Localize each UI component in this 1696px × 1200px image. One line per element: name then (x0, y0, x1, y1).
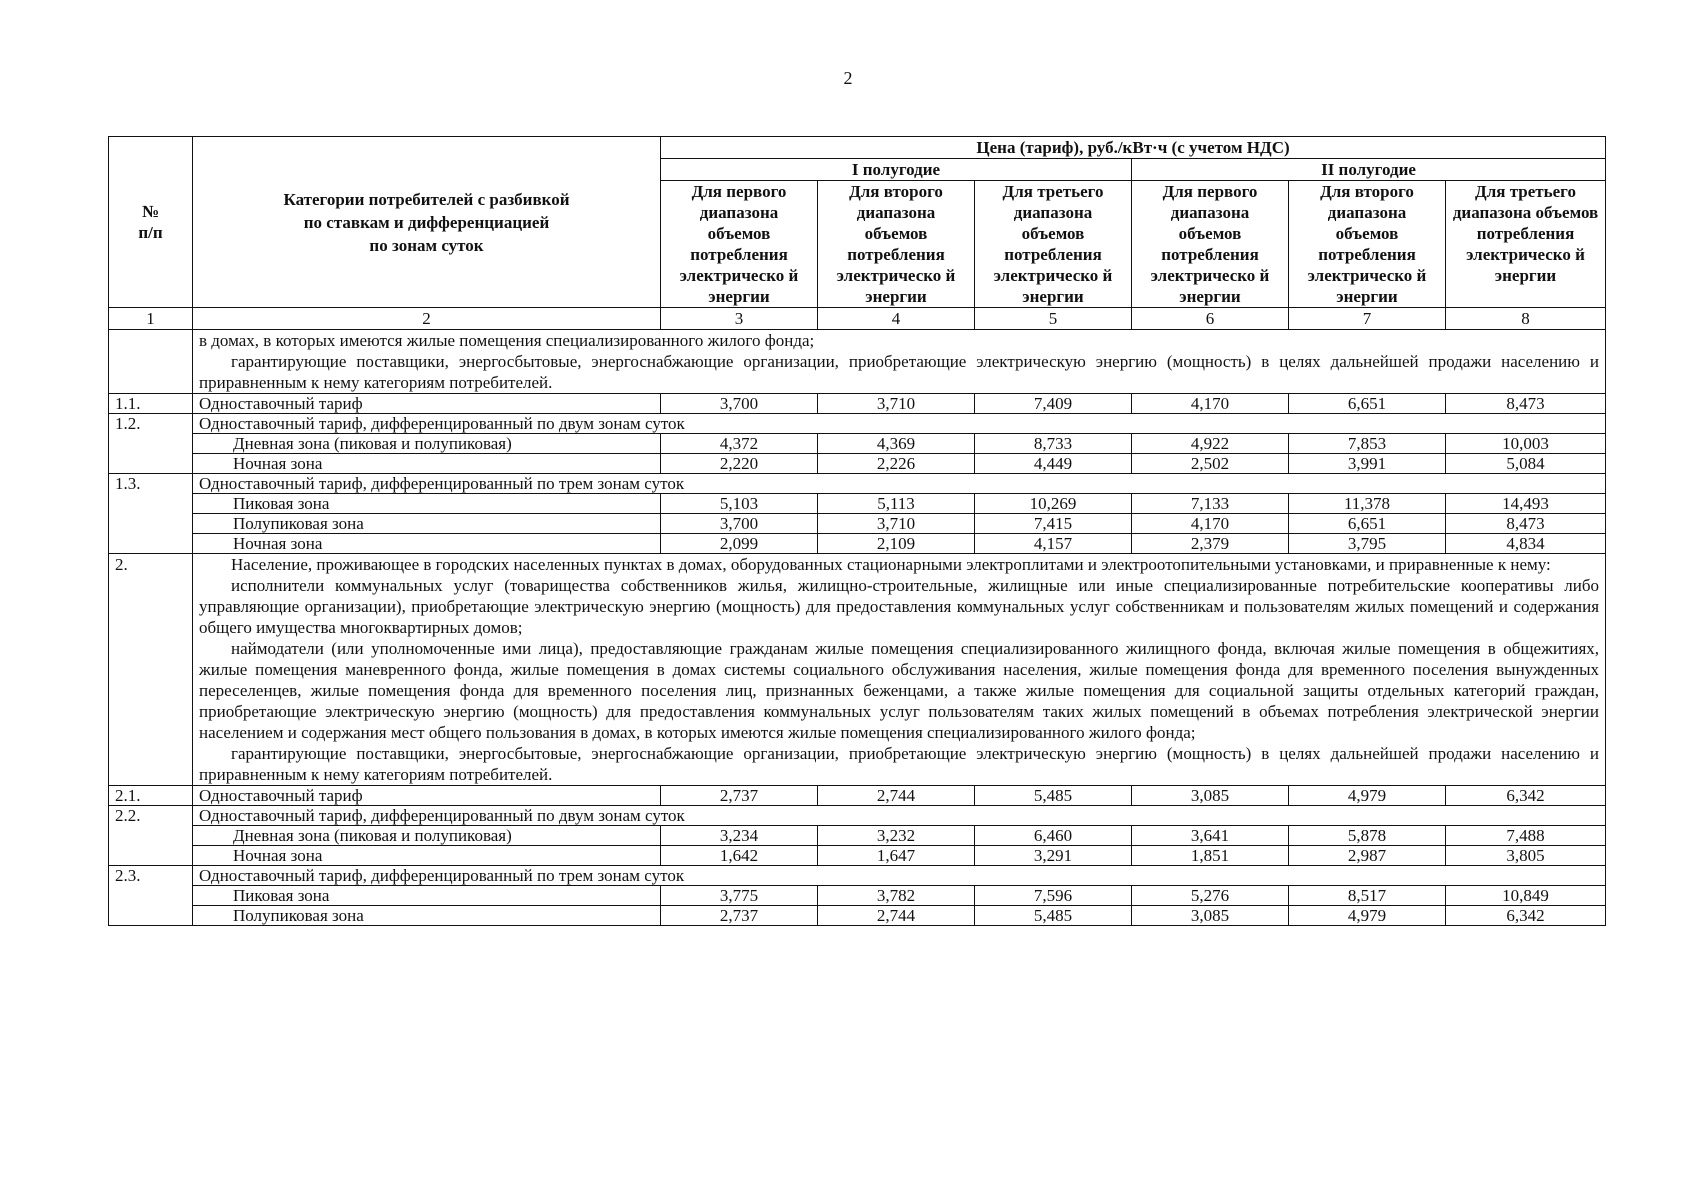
column-number: 4 (818, 308, 975, 330)
row-index: 1.3. (109, 474, 193, 554)
range-header-2: Для второго диапазона объемов потребления электрическо й энергии (818, 181, 975, 308)
section-2-paragraph: Население, проживающее в городских населенных пунктах в домах, оборудованных стационарными электроплитами и электроотопительными установками, и приравненные к нему: (231, 555, 1551, 574)
tariff-value: 4,170 (1132, 394, 1289, 414)
range-header-3: Для третьего диапазона объемов потребления электрическо й энергии (975, 181, 1132, 308)
col-category-header: Категории потребителей с разбивкой по ставкам и дифференциацией по зонам суток (193, 137, 661, 308)
half-year-2: II полугодие (1132, 159, 1606, 181)
tariff-value: 2,109 (818, 534, 975, 554)
row-index: 1.2. (109, 414, 193, 474)
row-index: 2.3. (109, 866, 193, 926)
tariff-value: 3,700 (661, 514, 818, 534)
row-label: Одноставочный тариф, дифференцированный по двум зонам суток (193, 806, 1606, 826)
column-number: 2 (193, 308, 661, 330)
intro-block (193, 330, 1606, 394)
tariff-value: 3,641 (1132, 826, 1289, 846)
column-number: 1 (109, 308, 193, 330)
tariff-value: 6,651 (1289, 394, 1446, 414)
column-number: 5 (975, 308, 1132, 330)
tariff-value: 6,651 (1289, 514, 1446, 534)
tariff-value: 3,710 (818, 394, 975, 414)
row-label: Полупиковая зона (193, 906, 661, 926)
column-number: 6 (1132, 308, 1289, 330)
row-label: Одноставочный тариф, дифференцированный по трем зонам суток (193, 866, 1606, 886)
tariff-value: 4,372 (661, 434, 818, 454)
section-2-paragraph: исполнители коммунальных услуг (товарищества собственников жилья, жилищно-строительные, жилищные или иные специализированные потребительские кооперативы либо управляющие организации), приобретающие электрическую энергию (мощность) для предоставления коммунальных услуг собственникам и пользователям жилых помещений и содержания общего имущества многоквартирных домов; (199, 576, 1600, 637)
tariff-value: 14,493 (1446, 494, 1606, 514)
tariff-value: 7,853 (1289, 434, 1446, 454)
tariff-value: 3,085 (1132, 906, 1289, 926)
tariff-value: 4,369 (818, 434, 975, 454)
range-header-5: Для второго диапазона объемов потребления электрическо й энергии (1289, 181, 1446, 308)
tariff-value: 8,517 (1289, 886, 1446, 906)
tariff-value: 2,987 (1289, 846, 1446, 866)
row-label: Ночная зона (193, 454, 661, 474)
tariff-value: 7,415 (975, 514, 1132, 534)
tariff-value: 4,170 (1132, 514, 1289, 534)
row-label: Дневная зона (пиковая и полупиковая) (193, 826, 661, 846)
tariff-value: 2,502 (1132, 454, 1289, 474)
row-label: Ночная зона (193, 534, 661, 554)
section-2-paragraph: наймодатели (или уполномоченные ими лица), предоставляющие гражданам жилые помещения специализированного жилищного фонда, включая жилые помещения в общежитиях, жилые помещения маневренного фонда, жилые помещения в домах системы социального обслуживания населения, жилые помещения фонда для временного поселения вынужденных переселенцев, жилые помещения фонда для временного поселения лиц, признанных беженцами, а также жилые помещения для социальной защиты отдельных категорий граждан, приобретающие электрическую энергию (мощность) для предоставления коммунальных услуг пользователям таких жилых помещений в объемах потребления электрической энергии населением и содержания мест общего пользования в домах, в которых имеются жилые помещения специализированного жилого фонда; (199, 639, 1600, 742)
tariff-value: 10,003 (1446, 434, 1606, 454)
tariff-value: 4,979 (1289, 786, 1446, 806)
table-row (109, 806, 1606, 826)
tariff-value: 5,878 (1289, 826, 1446, 846)
table-row (109, 534, 1606, 554)
tariff-value: 6,342 (1446, 906, 1606, 926)
tariff-value: 3,805 (1446, 846, 1606, 866)
table-row (109, 846, 1606, 866)
row-label: Пиковая зона (193, 886, 661, 906)
table-row (109, 514, 1606, 534)
tariff-value: 7,488 (1446, 826, 1606, 846)
tariff-value: 7,596 (975, 886, 1132, 906)
row-label: Пиковая зона (193, 494, 661, 514)
tariff-value: 8,733 (975, 434, 1132, 454)
price-title: Цена (тариф), руб./кВт·ч (с учетом НДС) (661, 137, 1606, 159)
table-row (109, 454, 1606, 474)
tariff-value: 2,737 (661, 906, 818, 926)
tariff-value: 7,409 (975, 394, 1132, 414)
section-2-text (193, 554, 1606, 786)
tariff-value: 11,378 (1289, 494, 1446, 514)
tariff-value: 4,979 (1289, 906, 1446, 926)
table-row (109, 394, 1606, 414)
row-index: 1.1. (109, 394, 193, 414)
section-2-paragraph: гарантирующие поставщики, энергосбытовые, энергоснабжающие организации, приобретающие электрическую энергию (мощность) в целях дальнейшей продажи населению и приравненным к нему категориям потребителей. (199, 744, 1600, 784)
tariff-value: 3,782 (818, 886, 975, 906)
tariff-value: 2,379 (1132, 534, 1289, 554)
tariff-value: 5,103 (661, 494, 818, 514)
tariff-value: 6,342 (1446, 786, 1606, 806)
tariff-value: 10,269 (975, 494, 1132, 514)
tariff-value: 7,133 (1132, 494, 1289, 514)
table-row (109, 906, 1606, 926)
tariff-value: 3,232 (818, 826, 975, 846)
row-label: Одноставочный тариф, дифференцированный по трем зонам суток (193, 474, 1606, 494)
table-row (109, 786, 1606, 806)
range-header-6: Для третьего диапазона объемов потребления электрическо й энергии (1446, 181, 1606, 308)
tariff-value: 4,449 (975, 454, 1132, 474)
row-label: Ночная зона (193, 846, 661, 866)
tariff-value: 3,291 (975, 846, 1132, 866)
header-row-1 (109, 137, 1606, 159)
tariff-value: 5,084 (1446, 454, 1606, 474)
column-number: 3 (661, 308, 818, 330)
tariff-value: 2,099 (661, 534, 818, 554)
page-number: 2 (843, 68, 853, 88)
row-label: Одноставочный тариф (193, 394, 661, 414)
row-index: 2.2. (109, 806, 193, 866)
tariff-value: 3,085 (1132, 786, 1289, 806)
tariff-value: 3,710 (818, 514, 975, 534)
tariff-value: 8,473 (1446, 394, 1606, 414)
tariff-value: 2,744 (818, 786, 975, 806)
tariff-value: 4,157 (975, 534, 1132, 554)
half-year-1: I полугодие (661, 159, 1132, 181)
table-row (109, 434, 1606, 454)
tariff-value: 10,849 (1446, 886, 1606, 906)
intro-line-1: в домах, в которых имеются жилые помещения специализированного жилого фонда; (199, 331, 815, 350)
range-header-1: Для первого диапазона объемов потребления электрическо й энергии (661, 181, 818, 308)
tariff-table (108, 136, 1606, 926)
tariff-value: 3,234 (661, 826, 818, 846)
col-number-header: № п/п (109, 137, 193, 308)
row-label: Полупиковая зона (193, 514, 661, 534)
tariff-value: 3,775 (661, 886, 818, 906)
tariff-value: 1,851 (1132, 846, 1289, 866)
section-2-row (109, 554, 1606, 786)
tariff-value: 4,922 (1132, 434, 1289, 454)
row-label: Одноставочный тариф (193, 786, 661, 806)
column-numbers-row (109, 308, 1606, 330)
row-index: 2. (109, 554, 193, 786)
intro-line-2: гарантирующие поставщики, энергосбытовые, энергоснабжающие организации, приобретающие электрическую энергию (мощность) в целях дальнейшей продажи населению и приравненным к нему категориям потребителей. (199, 352, 1600, 392)
tariff-value: 2,744 (818, 906, 975, 926)
table-row (109, 474, 1606, 494)
tariff-value: 6,460 (975, 826, 1132, 846)
tariff-value: 2,737 (661, 786, 818, 806)
tariff-value: 2,226 (818, 454, 975, 474)
table-row (109, 414, 1606, 434)
tariff-value: 5,113 (818, 494, 975, 514)
row-index: 2.1. (109, 786, 193, 806)
table-row (109, 886, 1606, 906)
row-label: Одноставочный тариф, дифференцированный по двум зонам суток (193, 414, 1606, 434)
tariff-value: 3,795 (1289, 534, 1446, 554)
tariff-value: 3,700 (661, 394, 818, 414)
column-number: 7 (1289, 308, 1446, 330)
tariff-value: 1,647 (818, 846, 975, 866)
table-row (109, 866, 1606, 886)
row-label: Дневная зона (пиковая и полупиковая) (193, 434, 661, 454)
table-row (109, 826, 1606, 846)
intro-block-row (109, 330, 1606, 394)
column-number: 8 (1446, 308, 1606, 330)
range-header-4: Для первого диапазона объемов потребления электрическо й энергии (1132, 181, 1289, 308)
tariff-value: 8,473 (1446, 514, 1606, 534)
tariff-value: 1,642 (661, 846, 818, 866)
tariff-value: 3,991 (1289, 454, 1446, 474)
tariff-value: 5,276 (1132, 886, 1289, 906)
tariff-value: 2,220 (661, 454, 818, 474)
tariff-value: 5,485 (975, 786, 1132, 806)
tariff-value: 4,834 (1446, 534, 1606, 554)
tariff-value: 5,485 (975, 906, 1132, 926)
table-row (109, 494, 1606, 514)
